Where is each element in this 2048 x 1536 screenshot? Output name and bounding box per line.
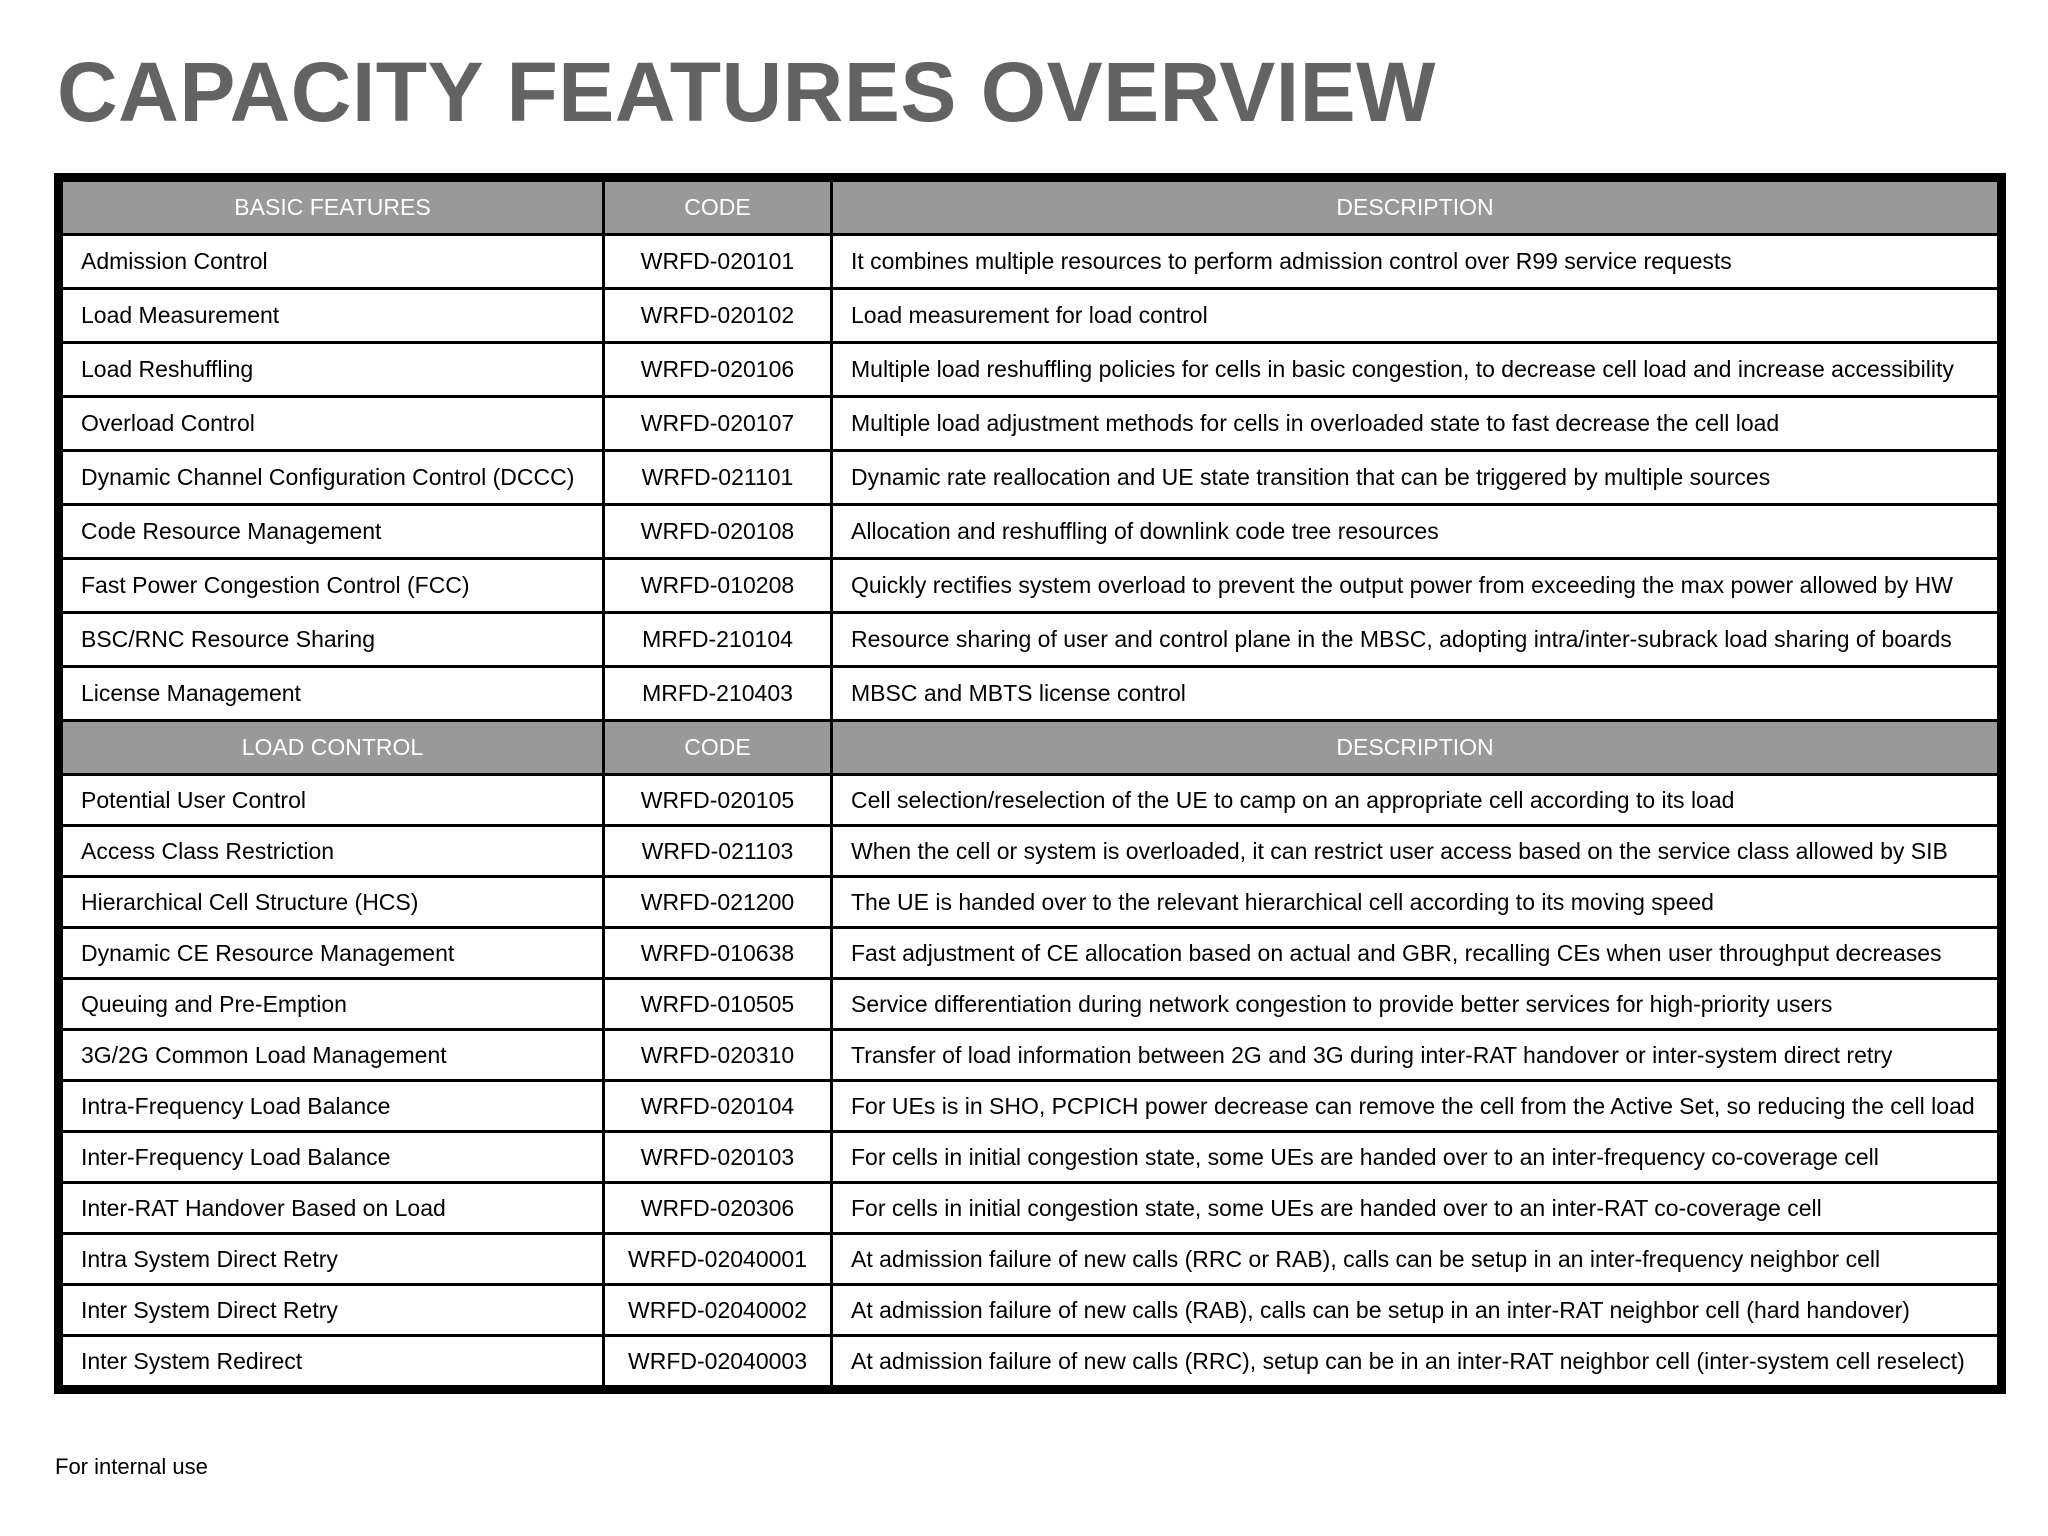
code-cell: WRFD-010208 — [604, 559, 832, 613]
features-table-body — [62, 181, 1999, 1387]
table-row — [62, 775, 1999, 826]
feature-name-cell: Inter System Redirect — [62, 1336, 604, 1387]
features-table-frame — [54, 173, 2006, 1394]
description-cell: The UE is handed over to the relevant hierarchical cell according to its moving speed — [832, 877, 1999, 928]
code-cell: WRFD-020108 — [604, 505, 832, 559]
table-row — [62, 667, 1999, 721]
code-cell: WRFD-020106 — [604, 343, 832, 397]
description-cell: Multiple load adjustment methods for cells in overloaded state to fast decrease the cell load — [832, 397, 1999, 451]
table-row — [62, 979, 1999, 1030]
feature-name-cell: 3G/2G Common Load Management — [62, 1030, 604, 1081]
table-row — [62, 826, 1999, 877]
feature-name-cell: Inter-Frequency Load Balance — [62, 1132, 604, 1183]
page-title: CAPACITY FEATURES OVERVIEW — [57, 45, 1436, 139]
table-row — [62, 1030, 1999, 1081]
code-cell: WRFD-020104 — [604, 1081, 832, 1132]
description-cell: For UEs is in SHO, PCPICH power decrease can remove the cell from the Active Set, so reducing the cell load — [832, 1081, 1999, 1132]
code-cell: WRFD-021103 — [604, 826, 832, 877]
table-row — [62, 397, 1999, 451]
description-cell: For cells in initial congestion state, some UEs are handed over to an inter-frequency co-coverage cell — [832, 1132, 1999, 1183]
table-row — [62, 505, 1999, 559]
section-header: LOAD CONTROL — [62, 721, 604, 775]
table-header-row — [62, 181, 1999, 235]
code-cell: WRFD-020107 — [604, 397, 832, 451]
feature-name-cell: Admission Control — [62, 235, 604, 289]
feature-name-cell: BSC/RNC Resource Sharing — [62, 613, 604, 667]
feature-name-cell: Intra-Frequency Load Balance — [62, 1081, 604, 1132]
feature-name-cell: Intra System Direct Retry — [62, 1234, 604, 1285]
code-cell: WRFD-010505 — [604, 979, 832, 1030]
feature-name-cell: License Management — [62, 667, 604, 721]
table-row — [62, 1285, 1999, 1336]
description-cell: Quickly rectifies system overload to prevent the output power from exceeding the max power allowed by HW — [832, 559, 1999, 613]
code-cell: WRFD-02040002 — [604, 1285, 832, 1336]
feature-name-cell: Queuing and Pre-Emption — [62, 979, 604, 1030]
feature-name-cell: Hierarchical Cell Structure (HCS) — [62, 877, 604, 928]
description-cell: Service differentiation during network congestion to provide better services for high-priority users — [832, 979, 1999, 1030]
table-row — [62, 613, 1999, 667]
code-cell: WRFD-021200 — [604, 877, 832, 928]
description-cell: Multiple load reshuffling policies for cells in basic congestion, to decrease cell load and increase accessibility — [832, 343, 1999, 397]
feature-name-cell: Fast Power Congestion Control (FCC) — [62, 559, 604, 613]
code-cell: WRFD-021101 — [604, 451, 832, 505]
table-row — [62, 559, 1999, 613]
description-cell: Transfer of load information between 2G and 3G during inter-RAT handover or inter-system direct retry — [832, 1030, 1999, 1081]
feature-name-cell: Inter System Direct Retry — [62, 1285, 604, 1336]
code-cell: WRFD-010638 — [604, 928, 832, 979]
description-cell: At admission failure of new calls (RRC), setup can be in an inter-RAT neighbor cell (inter-system cell reselect) — [832, 1336, 1999, 1387]
description-cell: At admission failure of new calls (RRC or RAB), calls can be setup in an inter-frequency neighbor cell — [832, 1234, 1999, 1285]
description-cell: At admission failure of new calls (RAB), calls can be setup in an inter-RAT neighbor cell (hard handover) — [832, 1285, 1999, 1336]
section-header: BASIC FEATURES — [62, 181, 604, 235]
description-cell: MBSC and MBTS license control — [832, 667, 1999, 721]
table-row — [62, 1081, 1999, 1132]
code-cell: WRFD-020310 — [604, 1030, 832, 1081]
code-cell: WRFD-02040001 — [604, 1234, 832, 1285]
code-cell: WRFD-020102 — [604, 289, 832, 343]
code-cell: WRFD-020306 — [604, 1183, 832, 1234]
description-cell: Dynamic rate reallocation and UE state transition that can be triggered by multiple sources — [832, 451, 1999, 505]
description-header: DESCRIPTION — [832, 721, 1999, 775]
table-row — [62, 289, 1999, 343]
feature-name-cell: Load Reshuffling — [62, 343, 604, 397]
table-header-row — [62, 721, 1999, 775]
feature-name-cell: Dynamic Channel Configuration Control (DCCC) — [62, 451, 604, 505]
code-cell: WRFD-020105 — [604, 775, 832, 826]
table-row — [62, 235, 1999, 289]
feature-name-cell: Potential User Control — [62, 775, 604, 826]
feature-name-cell: Code Resource Management — [62, 505, 604, 559]
table-row — [62, 877, 1999, 928]
table-row — [62, 343, 1999, 397]
table-row — [62, 1132, 1999, 1183]
code-header: CODE — [604, 181, 832, 235]
description-cell: Cell selection/reselection of the UE to camp on an appropriate cell according to its load — [832, 775, 1999, 826]
description-cell: For cells in initial congestion state, some UEs are handed over to an inter-RAT co-coverage cell — [832, 1183, 1999, 1234]
table-row — [62, 1234, 1999, 1285]
description-cell: Fast adjustment of CE allocation based on actual and GBR, recalling CEs when user throughput decreases — [832, 928, 1999, 979]
description-header: DESCRIPTION — [832, 181, 1999, 235]
table-row — [62, 1336, 1999, 1387]
code-cell: MRFD-210403 — [604, 667, 832, 721]
table-row — [62, 1183, 1999, 1234]
feature-name-cell: Dynamic CE Resource Management — [62, 928, 604, 979]
footer-note: For internal use — [55, 1454, 208, 1479]
description-cell: When the cell or system is overloaded, it can restrict user access based on the service class allowed by SIB — [832, 826, 1999, 877]
feature-name-cell: Overload Control — [62, 397, 604, 451]
description-cell: Allocation and reshuffling of downlink code tree resources — [832, 505, 1999, 559]
table-row — [62, 451, 1999, 505]
code-cell: MRFD-210104 — [604, 613, 832, 667]
description-cell: Resource sharing of user and control plane in the MBSC, adopting intra/inter-subrack load sharing of boards — [832, 613, 1999, 667]
feature-name-cell: Load Measurement — [62, 289, 604, 343]
description-cell: Load measurement for load control — [832, 289, 1999, 343]
code-cell: WRFD-020101 — [604, 235, 832, 289]
code-cell: WRFD-02040003 — [604, 1336, 832, 1387]
code-cell: WRFD-020103 — [604, 1132, 832, 1183]
code-header: CODE — [604, 721, 832, 775]
description-cell: It combines multiple resources to perform admission control over R99 service requests — [832, 235, 1999, 289]
feature-name-cell: Access Class Restriction — [62, 826, 604, 877]
table-row — [62, 928, 1999, 979]
features-table — [60, 179, 2000, 1388]
feature-name-cell: Inter-RAT Handover Based on Load — [62, 1183, 604, 1234]
